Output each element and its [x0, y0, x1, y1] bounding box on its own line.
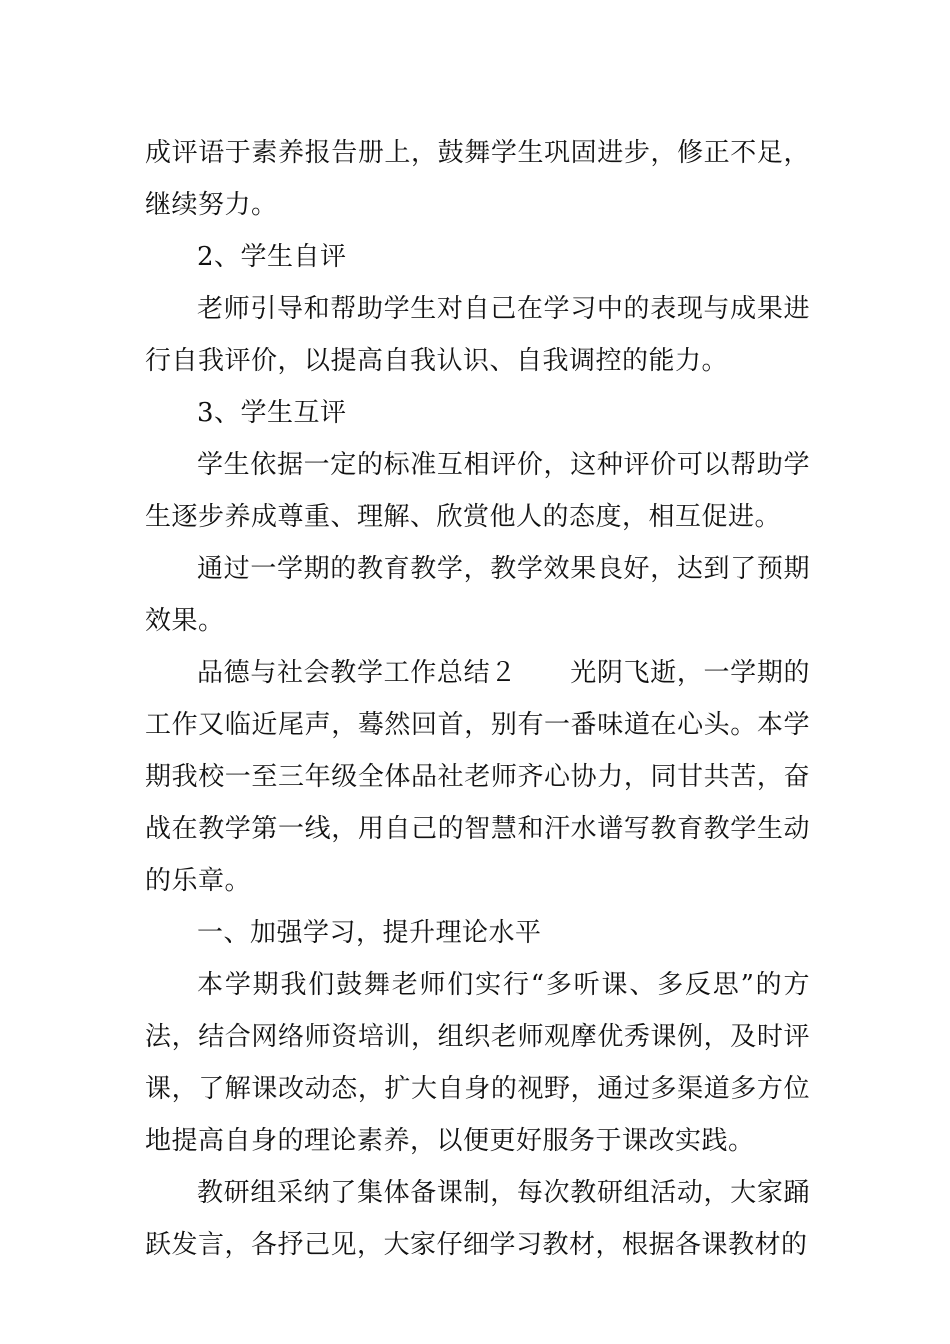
paragraph-10: 教研组采纳了集体备课制，每次教研组活动，大家踊跃发言，各抒己见，大家仔细学习教材，根据各课教材的	[145, 1178, 810, 1260]
paragraph-6: 通过一学期的教育教学，教学效果良好，达到了预期效果。	[145, 554, 810, 636]
heading-student-self-evaluation: 2、学生自评	[197, 242, 347, 272]
document-body	[145, 127, 810, 1271]
heading-strengthen-learning: 一、加强学习，提升理论水平	[197, 918, 542, 948]
heading-student-peer-evaluation: 3、学生互评	[197, 398, 347, 428]
paragraph-1: 成评语于素养报告册上，鼓舞学生巩固进步，修正不足，继续努力。	[145, 138, 810, 220]
paragraph-3: 老师引导和帮助学生对自己在学习中的表现与成果进行自我评价，以提高自我认识、自我调控的能力。	[145, 294, 810, 376]
paragraph-7: 品德与社会教学工作总结２ 光阴飞逝，一学期的工作又临近尾声，蓦然回首，别有一番味道在心头。本学期我校一至三年级全体品社老师齐心协力，同甘共苦，奋战在教学第一线，用自己的智慧和汗水谱写教育教学生动的乐章。	[145, 658, 810, 896]
paragraph-9: 本学期我们鼓舞老师们实行“多听课、多反思”的方法，结合网络师资培训，组织老师观摩优秀课例，及时评课，了解课改动态，扩大自身的视野，通过多渠道多方位地提高自身的理论素养，以便更好服务于课改实践。	[145, 970, 810, 1156]
paragraph-5: 学生依据一定的标准互相评价，这种评价可以帮助学生逐步养成尊重、理解、欣赏他人的态度，相互促进。	[145, 450, 810, 532]
